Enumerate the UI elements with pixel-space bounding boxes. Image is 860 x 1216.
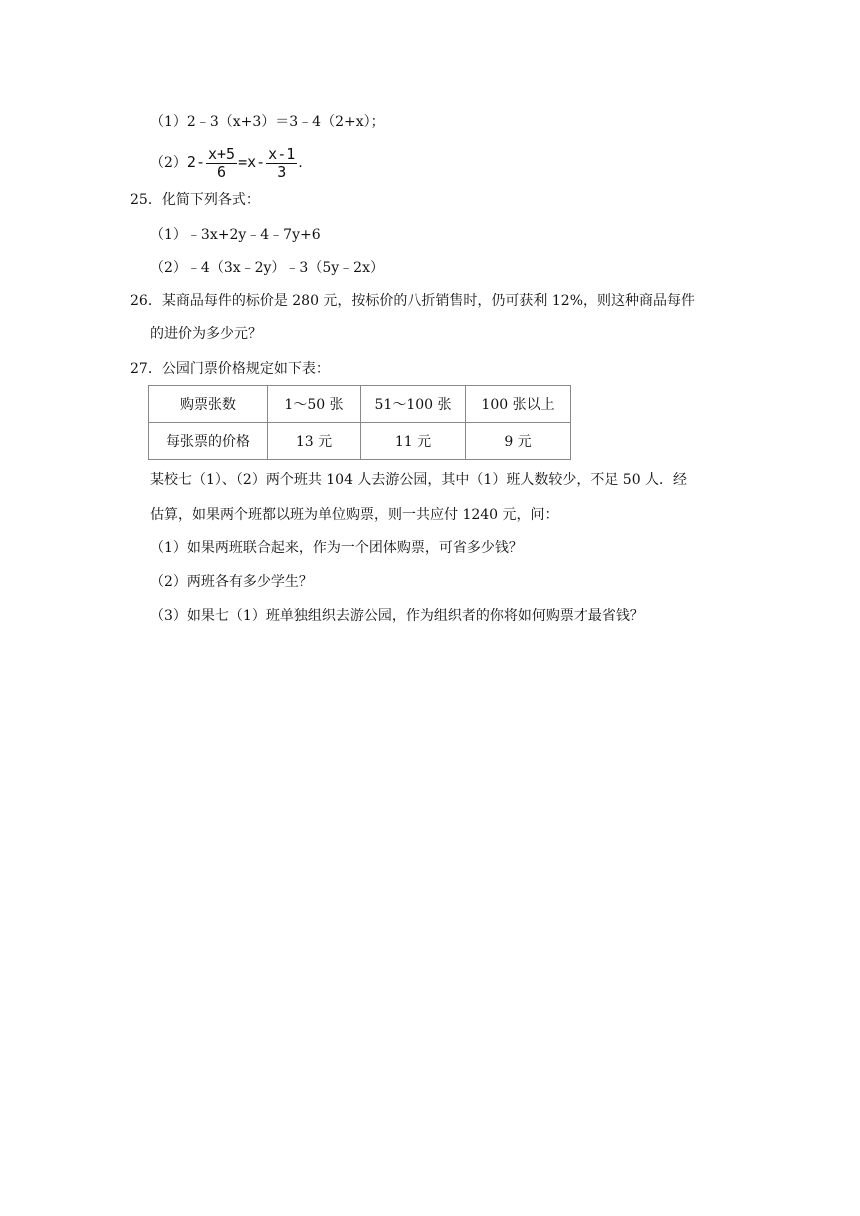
fraction-1	[206, 146, 237, 181]
table-cell: 11 元	[361, 423, 466, 460]
q24-part1: （1）2﹣3（x+3）＝3﹣4（2+x）；	[150, 114, 385, 130]
table-cell: 9 元	[466, 423, 571, 460]
fraction-1-numerator: x+5	[207, 144, 236, 163]
q24-part2-mid: =x-	[238, 153, 266, 171]
table-cell: 100 张以上	[466, 386, 571, 423]
table-cell: 每张票的价格	[149, 423, 268, 460]
q26-line1: 26．某商品每件的标价是 280 元，按标价的八折销售时，仍可获利 12%，则这种商品每件	[130, 293, 696, 309]
q25-part2: （2）﹣4（3x﹣2y）﹣3（5y﹣2x）	[150, 260, 384, 276]
q24-part2-left: 2-	[186, 153, 205, 171]
table-cell: 1～50 张	[268, 386, 361, 423]
q24-part2-prefix: （2）	[150, 155, 187, 171]
fraction-2-denominator: 3	[277, 162, 287, 181]
price-table	[148, 385, 571, 460]
fraction-2	[266, 146, 297, 181]
q27-sub1: （1）如果两班联合起来，作为一个团体购票，可省多少钱？	[150, 540, 523, 556]
table-row-price	[149, 423, 571, 460]
fraction-2-numerator: x-1	[268, 144, 296, 163]
q27-body-line2: 估算，如果两个班都以班为单位购票，则一共应付 1240 元，问：	[150, 507, 559, 523]
q26-line2: 的进价为多少元？	[150, 326, 262, 342]
q27-body-line1: 某校七（1）、（2）两个班共 104 人去游公园，其中（1）班人数较少，不足 50 人．经	[150, 472, 688, 488]
q24-part2-end: .	[298, 155, 303, 171]
table-cell: 13 元	[268, 423, 361, 460]
table-cell: 51～100 张	[361, 386, 466, 423]
q24-part2	[150, 142, 303, 183]
table-cell: 购票张数	[149, 386, 268, 423]
q27-sub3: （3）如果七（1）班单独组织去游公园，作为组织者的你将如何购票才最省钱？	[150, 608, 644, 624]
table-row-header	[149, 386, 571, 423]
q25-part1: （1）﹣3x+2y﹣4﹣7y+6	[150, 227, 321, 243]
q25-title: 25．化简下列各式：	[130, 192, 260, 208]
fraction-1-denominator: 6	[217, 162, 227, 181]
q27-sub2: （2）两班各有多少学生？	[150, 574, 313, 590]
q27-title: 27．公园门票价格规定如下表：	[130, 361, 330, 377]
